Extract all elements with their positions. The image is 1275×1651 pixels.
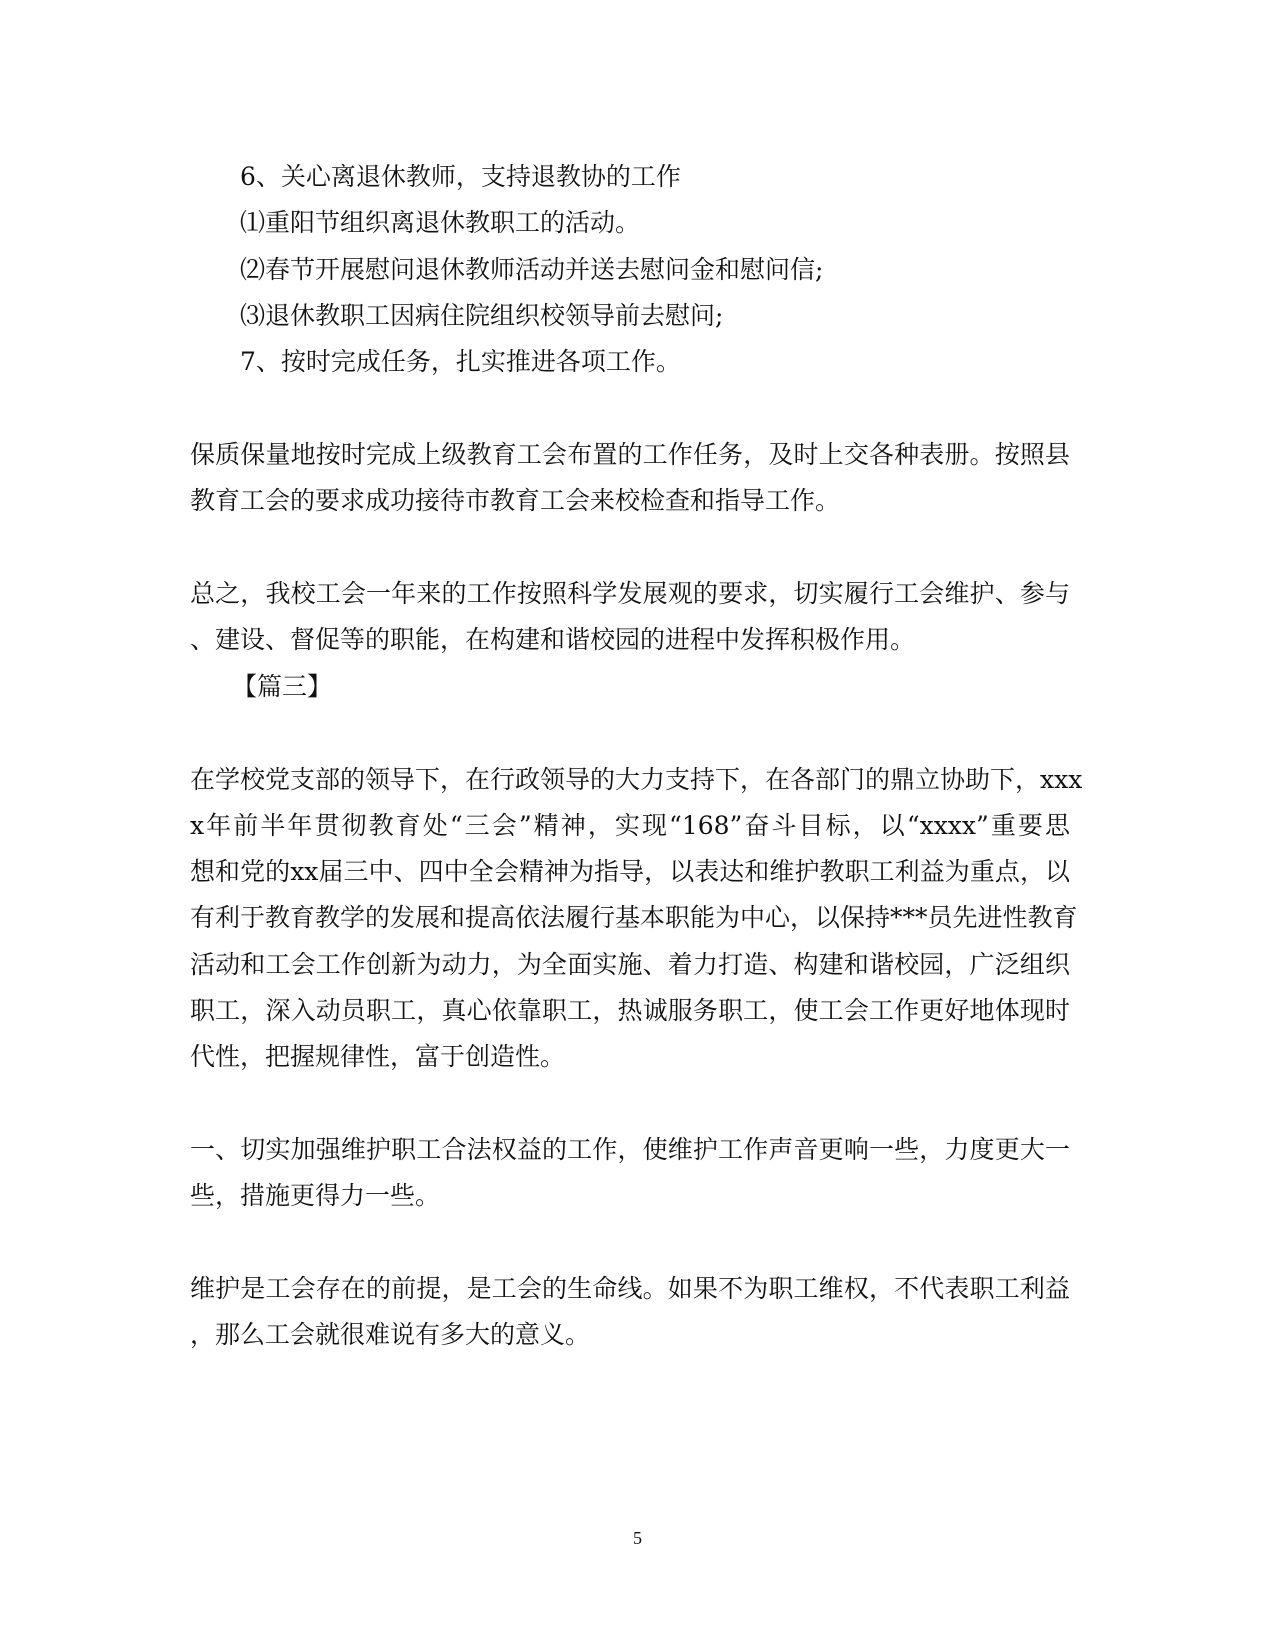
paragraph-line: 想和党的xx届三中、四中全会精神为指导，以表达和维护教职工利益为重点，以 [190,857,1070,886]
paragraph-line: 维护是工会存在的前提，是工会的生命线。如果不为职工维权，不代表职工利益 [190,1274,1070,1303]
paragraph-line: 有利于教育教学的发展和提高依法履行基本职能为中心，以保持***员先进性教育 [190,903,1078,932]
paragraph-line: x年前半年贯彻教育处“三会”精神，实现“168”奋斗目标，以“xxxx”重要思 [190,811,1070,840]
paragraph-line: 一、切实加强维护职工合法权益的工作，使维护工作声音更响一些，力度更大一 [190,1135,1070,1164]
paragraph-line: 、建设、督促等的职能，在构建和谐校园的进程中发挥积极作用。 [190,625,916,654]
list-item: ⑴重阳节组织离退休教职工的活动。 [240,208,641,237]
section-heading: 【篇三】 [232,672,333,701]
paragraph-line: 职工，深入动员职工，真心依靠职工，热诚服务职工，使工会工作更好地体现时 [190,996,1070,1025]
paragraph-line: 保质保量地按时完成上级教育工会布置的工作任务，及时上交各种表册。按照县 [190,440,1070,469]
list-item: 6、关心离退休教师，支持退教协的工作 [240,162,681,191]
paragraph-line: 些，措施更得力一些。 [190,1181,441,1210]
paragraph-line: 总之，我校工会一年来的工作按照科学发展观的要求，切实履行工会维护、参与 [190,579,1070,608]
list-item: ⑶退休教职工因病住院组织校领导前去慰问; [240,301,724,330]
page-number: 5 [633,1528,642,1548]
paragraph-line: ，那么工会就很难说有多大的意义。 [190,1320,591,1349]
paragraph-line: 活动和工会工作创新为动力，为全面实施、着力打造、构建和谐校园，广泛组织 [190,950,1070,979]
list-item: ⑵春节开展慰问退休教师活动并送去慰问金和慰问信; [240,255,824,284]
paragraph-line: 教育工会的要求成功接待市教育工会来校检查和指导工作。 [190,486,841,515]
paragraph-line: 代性，把握规律性，富于创造性。 [190,1042,566,1071]
paragraph-line: 在学校党支部的领导下，在行政领导的大力支持下，在各部门的鼎立协助下，xxx [190,765,1083,794]
list-item: 7、按时完成任务，扎实推进各项工作。 [240,347,681,376]
